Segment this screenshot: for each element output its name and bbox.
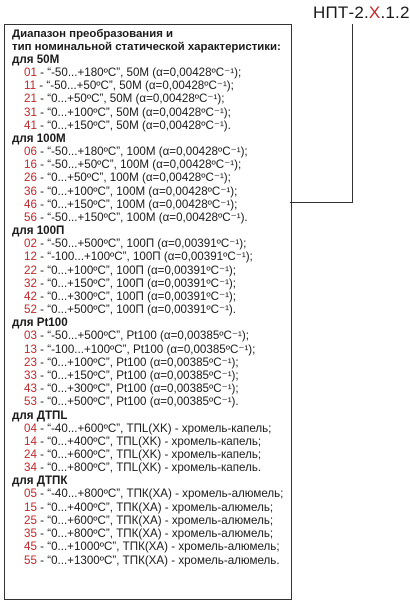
range-description: - “-40...+800ºC”, ТПК(XA) - хромель-алюмель;: [36, 487, 284, 501]
range-code: 31: [24, 105, 37, 119]
list-item: [24, 356, 294, 369]
list-item: [24, 461, 294, 474]
model-code-label: [313, 3, 410, 23]
range-description: - “-100...+100ºC”, Pt100 (α=0,00385ºC⁻¹);: [36, 342, 256, 356]
range-code: 41: [24, 118, 37, 132]
list-item: [24, 79, 294, 92]
range-code: 22: [24, 263, 37, 277]
list-item: [24, 329, 294, 342]
group-title: для ДТПL: [12, 408, 68, 422]
range-description: - “0...+1300ºC”, ТПК(XA) - хромель-алюмель.: [36, 553, 280, 567]
range-description: - “0...+600ºC”, ТПК(XA) - хромель-алюмель;: [36, 513, 274, 527]
sensor-groups: [12, 53, 294, 567]
sensor-group: [12, 409, 294, 475]
model-code-prefix: НПТ-2.: [313, 3, 369, 22]
range-description: - “-50...+500ºC”, 100П (α=0,00391ºC⁻¹);: [36, 237, 247, 251]
range-description: - “-50...+150ºC”, 100M (α=0,00428ºC⁻¹).: [36, 211, 248, 225]
leader-line-vertical: [352, 24, 353, 202]
range-code: 36: [24, 184, 37, 198]
sensor-group: [12, 316, 294, 408]
range-code: 26: [24, 171, 37, 185]
list-heading-line-1: Диапазон преобразования и: [12, 28, 174, 40]
range-items: [12, 145, 294, 224]
list-item: [24, 487, 294, 500]
list-item: [24, 185, 294, 198]
list-item: [24, 171, 294, 184]
range-code: 02: [24, 237, 37, 251]
list-item: [24, 435, 294, 448]
list-item: [24, 250, 294, 263]
range-code: 33: [24, 369, 37, 383]
list-heading-line-2: тип номинальной статической характеристики:: [12, 40, 281, 53]
group-title: для 100П: [12, 224, 65, 238]
range-description: - “0...+300ºC”, Pt100 (α=0,00385ºC⁻¹);: [36, 382, 239, 396]
range-code: 32: [24, 276, 37, 290]
range-list: [12, 28, 294, 567]
sensor-group: [12, 224, 294, 316]
range-items: [12, 422, 294, 475]
range-description: - “-50...+500ºC”, Pt100 (α=0,00385ºC⁻¹);: [36, 329, 249, 343]
group-title: для 100M: [12, 132, 66, 146]
range-code: 15: [24, 500, 37, 514]
range-description: - “0...+600ºC”, ТПL(XK) - хромель-капель;: [36, 448, 262, 462]
group-title: для Pt100: [12, 316, 68, 330]
list-item: [24, 66, 294, 79]
sensor-group: [12, 474, 294, 566]
model-code-suffix: .1.2: [380, 3, 410, 22]
range-code: 52: [24, 303, 37, 317]
list-item: [24, 540, 294, 553]
range-code: 45: [24, 540, 37, 554]
list-item: [24, 92, 294, 105]
sensor-group: [12, 53, 294, 132]
range-code: 14: [24, 434, 37, 448]
range-description: - “-50...+180ºC”, 100M (α=0,00428ºC⁻¹);: [36, 145, 248, 159]
range-code: 05: [24, 487, 37, 501]
range-description: - “0...+100ºC”, 50M (α=0,00428ºC⁻¹);: [36, 105, 231, 119]
group-title: для ДТПК: [12, 474, 68, 488]
range-code: 11: [24, 79, 37, 93]
range-description: - “0...+500ºC”, 100П (α=0,00391ºC⁻¹).: [36, 303, 237, 317]
range-description: - “0...+1000ºC”, ТПК(XA) - хромель-алюмель;: [36, 540, 280, 554]
range-description: - “0...+400ºC”, ТПК(XA) - хромель-алюмель;: [36, 500, 274, 514]
list-item: [24, 158, 294, 171]
list-item: [24, 106, 294, 119]
list-item: [24, 198, 294, 211]
range-description: - “-50...+180ºC”, 50M (α=0,00428ºC⁻¹);: [36, 66, 242, 79]
range-code: 43: [24, 382, 37, 396]
range-code: 46: [24, 197, 37, 211]
list-item: [24, 303, 294, 316]
list-item: [24, 264, 294, 277]
range-code: 25: [24, 513, 37, 527]
range-description: - “0...+150ºC”, Pt100 (α=0,00385ºC⁻¹);: [36, 369, 239, 383]
range-items: [12, 237, 294, 316]
range-code: 23: [24, 355, 37, 369]
range-description: - “0...+100ºC”, 100M (α=0,00428ºC⁻¹);: [36, 184, 238, 198]
leader-line-horizontal: [290, 202, 353, 203]
list-item: [24, 369, 294, 382]
range-code: 34: [24, 461, 37, 475]
range-code: 53: [24, 395, 37, 409]
list-item: [24, 395, 294, 408]
range-description: - “-40...+600ºC”, ТПL(XK) - хромель-капель;: [36, 421, 272, 435]
model-code-variable: X: [368, 3, 381, 22]
range-description: - “-100...+100ºC”, 100П (α=0,00391ºC⁻¹);: [36, 250, 253, 264]
range-description: - “0...+800ºC”, ТПL(XK) - хромель-капель.: [36, 461, 262, 475]
group-title: для 50M: [12, 53, 60, 66]
range-code: 35: [24, 527, 37, 541]
sensor-group: [12, 132, 294, 224]
list-item: [24, 448, 294, 461]
range-code: 42: [24, 290, 37, 304]
list-item: [24, 501, 294, 514]
list-item: [24, 119, 294, 132]
range-description: - “0...+50ºC”, 100M (α=0,00428ºC⁻¹);: [36, 171, 231, 185]
range-items: [12, 487, 294, 566]
list-item: [24, 277, 294, 290]
range-description: - “0...+150ºC”, 100M (α=0,00428ºC⁻¹);: [36, 197, 238, 211]
range-code: 21: [24, 92, 37, 106]
range-code: 24: [24, 448, 37, 462]
range-code: 03: [24, 329, 37, 343]
range-description: - “0...+100ºC”, Pt100 (α=0,00385ºC⁻¹);: [36, 355, 239, 369]
range-code: 12: [24, 250, 37, 264]
range-description: - “0...+500ºC”, Pt100 (α=0,00385ºC⁻¹).: [36, 395, 239, 409]
range-code: 01: [24, 66, 37, 79]
range-code: 06: [24, 145, 37, 159]
list-item: [24, 382, 294, 395]
range-description: - “-50...+50ºC”, 100M (α=0,00428ºC⁻¹);: [36, 158, 242, 172]
range-items: [12, 329, 294, 408]
list-item: [24, 211, 294, 224]
list-item: [24, 145, 294, 158]
list-item: [24, 422, 294, 435]
range-items: [12, 66, 294, 132]
range-description: - “0...+800ºC”, ТПК(XA) - хромель-алюмель;: [36, 527, 274, 541]
range-description: - “0...+150ºC”, 100П (α=0,00391ºC⁻¹);: [36, 276, 237, 290]
list-item: [24, 237, 294, 250]
range-description: - “-50...+50ºC”, 50M (α=0,00428ºC⁻¹);: [36, 79, 234, 93]
range-description: - “0...+100ºC”, 100П (α=0,00391ºC⁻¹);: [36, 263, 237, 277]
range-code: 13: [24, 342, 37, 356]
range-code: 16: [24, 158, 37, 172]
list-item: [24, 554, 294, 567]
range-description: - “0...+50ºC”, 50M (α=0,00428ºC⁻¹);: [36, 92, 225, 106]
range-description: - “0...+400ºC”, ТПL(XK) - хромель-капель;: [36, 434, 262, 448]
list-item: [24, 343, 294, 356]
range-code: 04: [24, 421, 37, 435]
list-item: [24, 514, 294, 527]
range-description: - “0...+150ºC”, 50M (α=0,00428ºC⁻¹).: [36, 118, 231, 132]
range-description: - “0...+300ºC”, 100П (α=0,00391ºC⁻¹);: [36, 290, 237, 304]
list-item: [24, 290, 294, 303]
range-code: 55: [24, 553, 37, 567]
list-item: [24, 527, 294, 540]
range-code: 56: [24, 211, 37, 225]
